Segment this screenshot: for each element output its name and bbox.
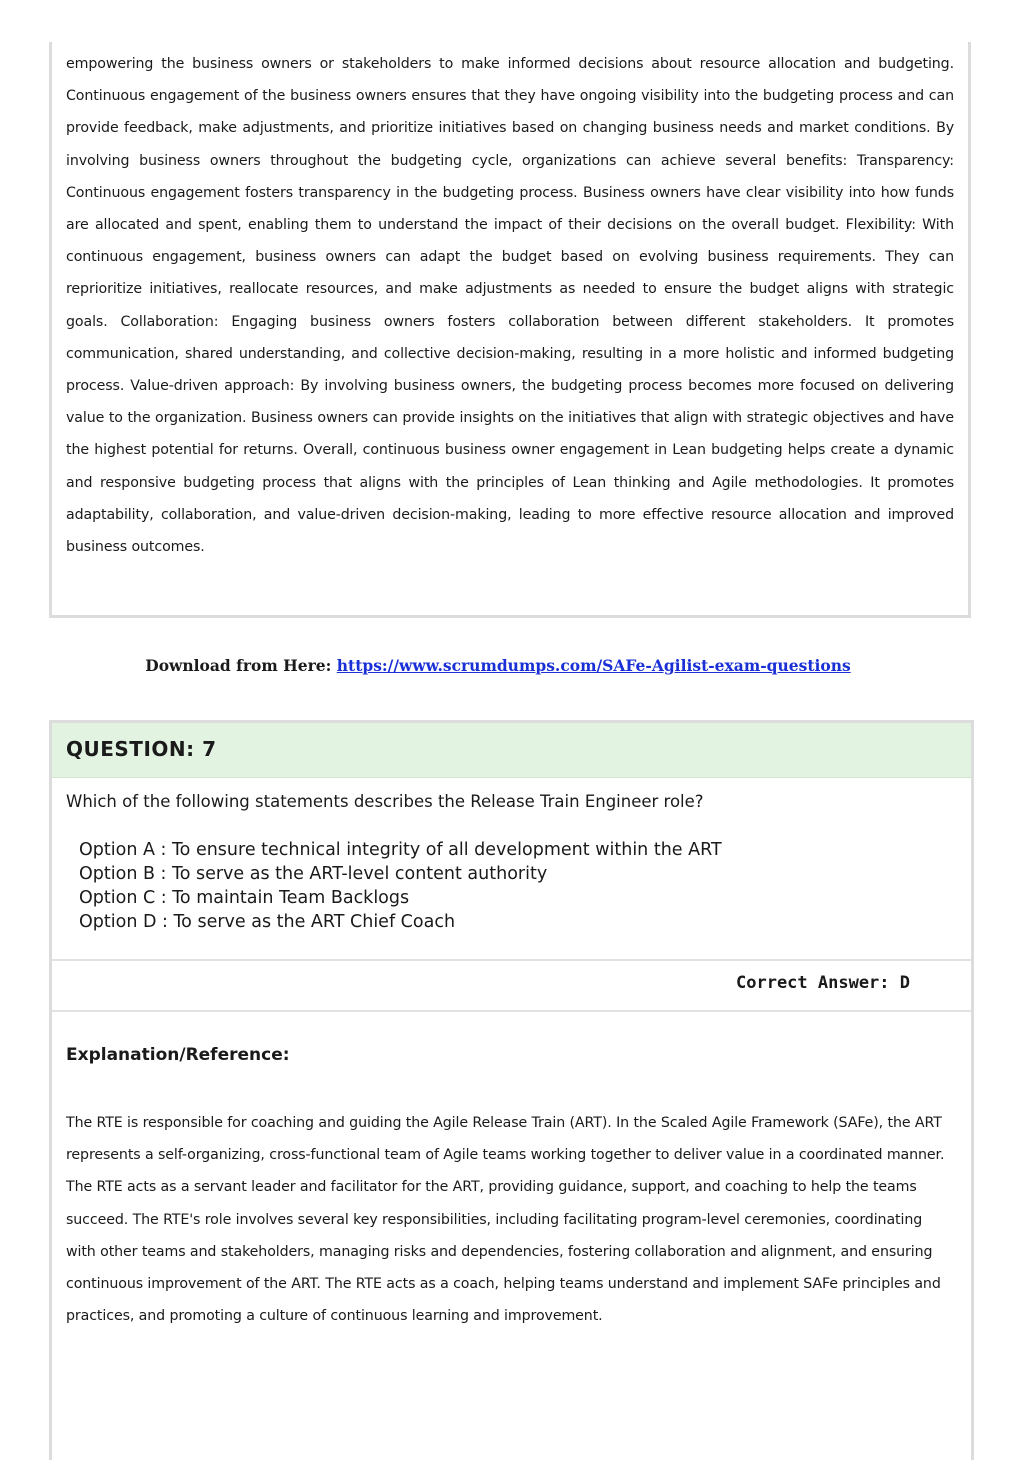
question-header [52,723,971,778]
download-link[interactable]: https://www.scrumdumps.com/SAFe-Agilist-exam-questions [336,656,851,675]
option-d: Option D : To serve as the ART Chief Coach [79,912,456,932]
explanation-title: Explanation/Reference: [66,1045,290,1065]
question-text: Which of the following statements describes the Release Train Engineer role? [66,792,704,811]
correct-answer: Correct Answer: D [736,973,910,993]
question-panel [49,720,974,1460]
divider [52,1010,971,1012]
option-c: Option C : To maintain Team Backlogs [79,888,410,908]
option-b: Option B : To serve as the ART-level content authority [79,864,548,884]
question-title: QUESTION: 7 [66,737,217,761]
download-label: Download from Here: [145,656,337,675]
previous-explanation-text: empowering the business owners or stakeholders to make informed decisions about resource allocation and budgeting. Continuous engagement of the business owners ensures that they have ongoing visibility into the budgeting process and can provide feedback, make adjustments, and prioritize initiatives based on changing business needs and market conditions. By involving business owners throughout the budgeting cycle, organizations can achieve several benefits: Transparency: Continuous engagement fosters transparency in the budgeting process. Business owners have clear visibility into how funds are allocated and spent, enabling them to understand the impact of their decisions on the overall budget. Flexibility: With continuous engagement, business owners can adapt the budget based on evolving business requirements. They can reprioritize initiatives, reallocate resources, and make adjustments as needed to ensure the budget aligns with strategic goals. Collaboration: Engaging business owners fosters collaboration between different stakeholders. It promotes communication, shared understanding, and collective decision-making, resulting in a more holistic and informed budgeting process. Value-driven approach: By involving business owners, the budgeting process becomes more focused on delivering value to the organization. Business owners can provide insights on the initiatives that align with strategic objectives and have the highest potential for returns. Overall, continuous business owner engagement in Lean budgeting helps create a dynamic and responsive budgeting process that aligns with the principles of Lean thinking and Agile methodologies. It promotes adaptability, collaboration, and value-driven decision-making, leading to more effective resource allocation and improved business outcomes. [66,56,954,556]
option-a: Option A : To ensure technical integrity of all development within the ART [79,840,722,860]
option-list [79,838,722,934]
download-line [0,656,996,675]
previous-explanation-panel [49,42,971,618]
divider [52,959,971,961]
explanation-text: The RTE is responsible for coaching and guiding the Agile Release Train (ART). In the Scaled Agile Framework (SAFe), the ART represents a self-organizing, cross-functional team of Agile teams working together to deliver value in a coordinated manner. The RTE acts as a servant leader and facilitator for the ART, providing guidance, support, and coaching to help the teams succeed. The RTE's role involves several key responsibilities, including facilitating program-level ceremonies, coordinating with other teams and stakeholders, managing risks and dependencies, fostering collaboration and alignment, and ensuring continuous improvement of the ART. The RTE acts as a coach, helping teams understand and implement SAFe principles and practices, and promoting a culture of continuous learning and improvement. [66,1115,945,1325]
